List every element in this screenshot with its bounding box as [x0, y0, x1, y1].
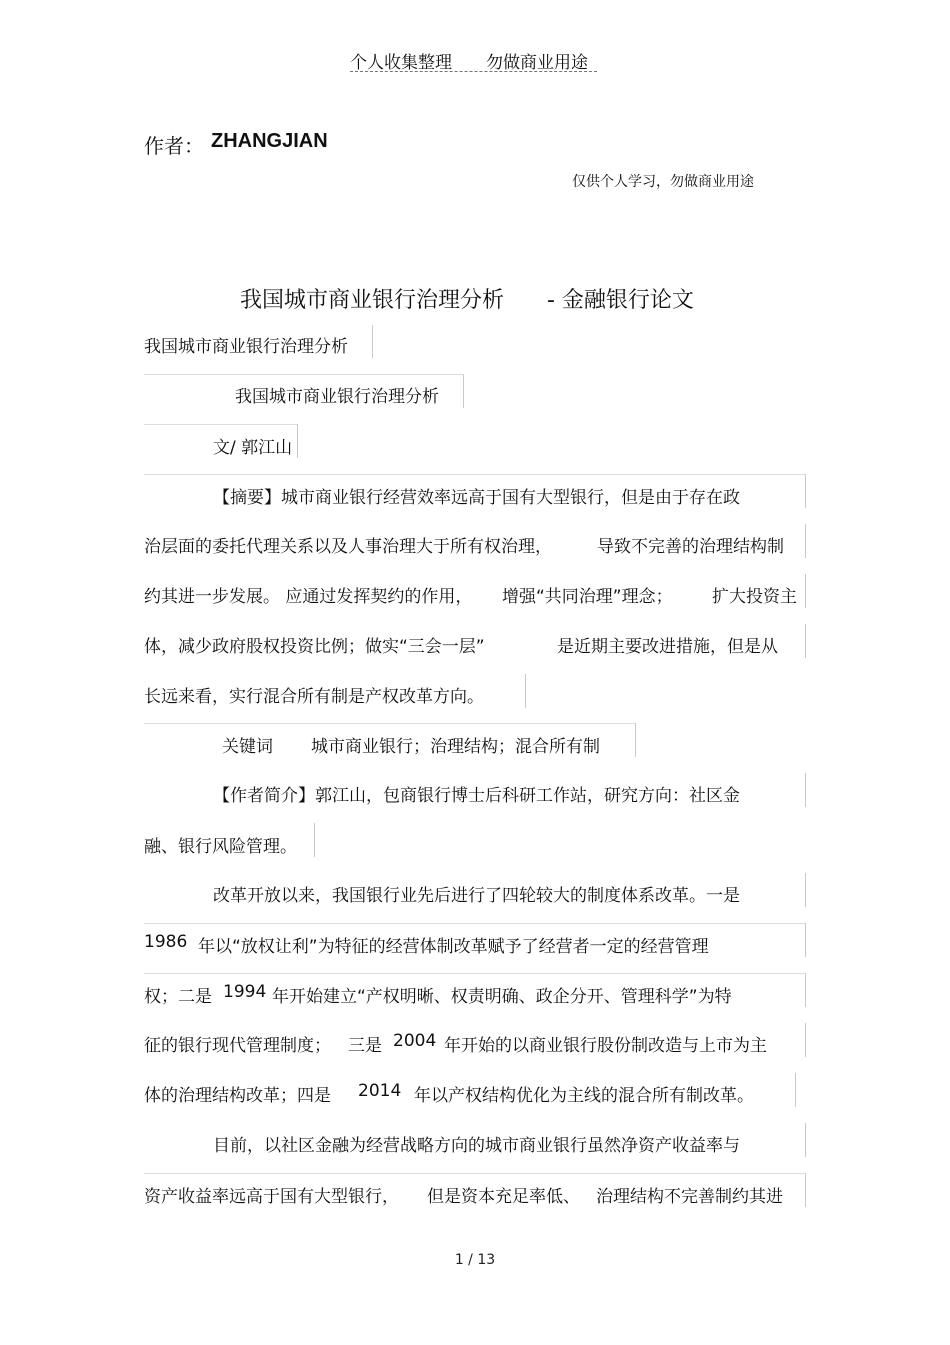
table-border — [805, 574, 806, 608]
table-border — [525, 674, 526, 708]
abstract-line-3a: 约其进一步发展。 应通过发挥契约的作用， — [144, 587, 473, 607]
document-title: 我国城市商业银行治理分析 — [240, 288, 505, 313]
para1-line-2a: 1986 — [144, 932, 188, 952]
page-number: 1 / 13 — [454, 1252, 496, 1268]
para2-line-2a: 资产收益率远高于国有大型银行， — [144, 1187, 399, 1207]
bio-line-2: 融、银行风险管理。 — [144, 837, 297, 857]
table-border — [795, 1073, 796, 1107]
para1-line-3a: 权；二是 — [144, 987, 212, 1007]
table-border — [805, 873, 806, 907]
abstract-line-4a: 体，减少政府股权投资比例；做实“三会一层” — [144, 637, 485, 657]
keywords-value: 城市商业银行；治理结构；混合所有制 — [311, 737, 600, 757]
usage-note: 仅供个人学习，勿做商业用途 — [572, 174, 754, 190]
table-border — [805, 923, 806, 957]
para2-line-1: 目前，以社区金融为经营战略方向的城市商业银行虽然净资产收益率与 — [213, 1136, 740, 1156]
abstract-line-2a: 治层面的委托代理关系以及人事治理大于所有权治理， — [144, 537, 552, 557]
table-border — [144, 474, 806, 475]
author-name: ZHANGJIAN — [211, 130, 328, 152]
table-border — [805, 524, 806, 558]
table-border — [144, 424, 298, 425]
para1-line-4c: 2004 — [393, 1031, 437, 1051]
abstract-line-1: 【摘要】城市商业银行经营效率远高于国有大型银行，但是由于存在政 — [213, 488, 740, 508]
table-border — [372, 325, 373, 358]
document-title-suffix: - 金融银行论文 — [547, 288, 694, 313]
table-border — [635, 723, 636, 757]
byline: 文/ 郭江山 — [213, 438, 293, 458]
table-border — [805, 474, 806, 508]
table-border — [144, 923, 806, 924]
para2-line-2c: 治理结构不完善制约其进 — [596, 1187, 783, 1207]
table-border — [463, 374, 464, 408]
table-border — [297, 424, 298, 458]
header-left-text: 个人收集整理 — [350, 53, 452, 73]
abstract-line-3c: 扩大投资主 — [712, 587, 797, 607]
para1-line-4b: 三是 — [348, 1036, 382, 1056]
para1-line-3c: 年开始建立“产权明晰、权责明确、政企分开、管理科学”为特 — [272, 987, 732, 1007]
table-border — [805, 973, 806, 1007]
table-border — [144, 374, 464, 375]
subtitle-line-1: 我国城市商业银行治理分析 — [144, 337, 348, 357]
abstract-line-2b: 导致不完善的治理结构制 — [597, 537, 784, 557]
table-border — [805, 1173, 806, 1207]
para1-line-5c: 年以产权结构优化为主线的混合所有制改革。 — [414, 1086, 754, 1106]
table-border — [805, 1123, 806, 1157]
table-border — [805, 1023, 806, 1057]
para1-line-2b: 年以“放权让利”为特征的经营体制改革赋予了经营者一定的经营管理 — [198, 937, 709, 957]
table-border — [805, 624, 806, 658]
header-underline — [350, 71, 597, 72]
abstract-line-5: 长远来看，实行混合所有制是产权改革方向。 — [144, 687, 484, 707]
header-right-text: 勿做商业用途 — [486, 53, 588, 73]
author-label: 作者： — [144, 134, 204, 158]
para2-line-2b: 但是资本充足率低、 — [427, 1187, 580, 1207]
table-border — [805, 773, 806, 807]
para1-line-4a: 征的银行现代管理制度； — [144, 1036, 331, 1056]
para1-line-3b: 1994 — [223, 982, 267, 1002]
table-border — [144, 973, 806, 974]
keywords-label: 关键词 — [222, 737, 273, 757]
table-border — [144, 723, 636, 724]
para1-line-1: 改革开放以来，我国银行业先后进行了四轮较大的制度体系改革。一是 — [213, 886, 740, 906]
para1-line-5b: 2014 — [358, 1081, 402, 1101]
para1-line-4d: 年开始的以商业银行股份制改造与上市为主 — [444, 1036, 767, 1056]
table-border — [144, 1173, 806, 1174]
bio-line-1: 【作者简介】郭江山，包商银行博士后科研工作站，研究方向：社区金 — [213, 786, 740, 806]
abstract-line-3b: 增强“共同治理”理念； — [502, 587, 673, 607]
subtitle-line-2: 我国城市商业银行治理分析 — [235, 387, 439, 407]
para1-line-5a: 体的治理结构改革；四是 — [144, 1086, 331, 1106]
table-border — [314, 823, 315, 857]
abstract-line-4b: 是近期主要改进措施，但是从 — [557, 637, 778, 657]
